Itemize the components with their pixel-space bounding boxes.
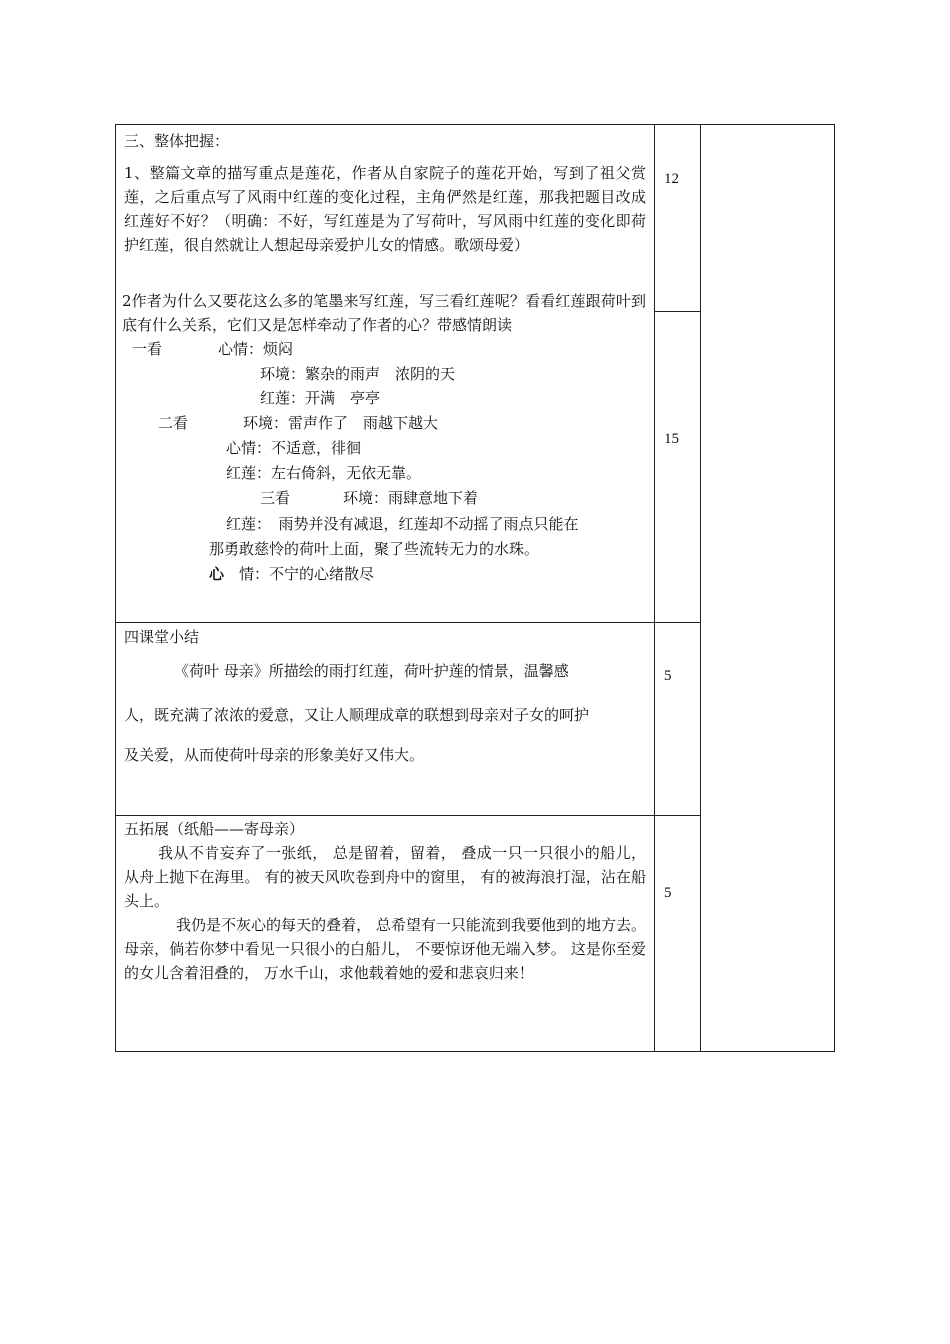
column-divider-2	[700, 125, 701, 1051]
look3-lotus-line-1: 红莲： 雨势并没有减退，红莲却不动摇了雨点只能在	[226, 515, 579, 533]
look3-lotus-line-2: 那勇敢慈怜的荷叶上面，聚了些流转无力的水珠。	[209, 540, 540, 558]
look3-label: 三看	[260, 489, 291, 507]
section4-line-3: 及关爱，从而使荷叶母亲的形象美好又伟大。	[124, 746, 425, 764]
look2-environment: 环境：雷声作了 雨越下越大	[243, 414, 439, 432]
look1-label: 一看	[132, 340, 163, 358]
section5-paragraph-2: 我仍是不灰心的每天的叠着， 总希望有一只能流到我要他到的地方去。 母亲，倘若你梦中看见一只很小的白船儿， 不要惊讶他无端入梦。 这是你至爱的女儿含着泪叠的， 万水千山，求他载着她的爱和悲哀归来！	[124, 916, 646, 982]
section4-line-1: 《荷叶 母亲》所描绘的雨打红莲，荷叶护莲的情景，温馨感	[174, 662, 569, 680]
section3-paragraph-2: 2作者为什么又要花这么多的笔墨来写红莲，写三看红莲呢？看看红莲跟荷叶到底有什么关系，它们又是怎样牵动了作者的心？带感情朗读	[122, 292, 646, 334]
section3-time-b: 15	[664, 431, 679, 447]
section4-line-2: 人，既充满了浓浓的爱意，又让人顺理成章的联想到母亲对子女的呵护	[124, 706, 590, 724]
row-divider-time-a	[654, 311, 700, 312]
look3-mood-rest: 情：不宁的心绪散尽	[224, 565, 375, 583]
look1-environment: 环境：繁杂的雨声 浓阴的天	[260, 365, 456, 383]
section3-paragraph-1: 1、整篇文章的描写重点是莲花，作者从自家院子的莲花开始，写到了祖父赏莲，之后重点写了风雨中红莲的变化过程，主角俨然是红莲，那我把题目改成红莲好不好？（明确：不好，写红莲是为了写荷叶，写风雨中红莲的变化即荷护红莲，很自然就让人想起母亲爱护儿女的情感。歌颂母爱）	[124, 164, 646, 254]
look2-lotus: 红莲：左右倚斜，无依无靠。	[226, 464, 422, 482]
section4-time: 5	[664, 668, 672, 684]
section4-heading: 四课堂小结	[124, 628, 200, 646]
section5-paragraph-1: 我从不肯妄弃了一张纸， 总是留着，留着， 叠成一只一只很小的船儿， 从舟上抛下在海里。 有的被天风吹卷到舟中的窗里， 有的被海浪打湿，沾在船头上。	[124, 844, 646, 910]
section5-heading: 五拓展（纸船——寄母亲）	[124, 820, 305, 838]
look1-lotus: 红莲：开满 亭亭	[260, 389, 381, 407]
look2-mood: 心情：不适意，徘徊	[226, 439, 362, 457]
look2-label: 二看	[158, 414, 189, 432]
look1-mood: 心情：烦闷	[218, 340, 294, 358]
section3-time-a: 12	[664, 171, 679, 187]
row-divider-section5	[116, 815, 700, 816]
look3-environment: 环境：雨肆意地下着	[343, 489, 479, 507]
lesson-plan-table	[115, 124, 835, 1052]
section5-time: 5	[664, 885, 672, 901]
section3-heading: 三、整体把握：	[124, 132, 230, 150]
row-divider-section4	[116, 622, 700, 623]
look3-mood-bold: 心	[209, 565, 225, 583]
column-divider-1	[654, 125, 655, 1051]
look3-mood	[209, 564, 374, 584]
